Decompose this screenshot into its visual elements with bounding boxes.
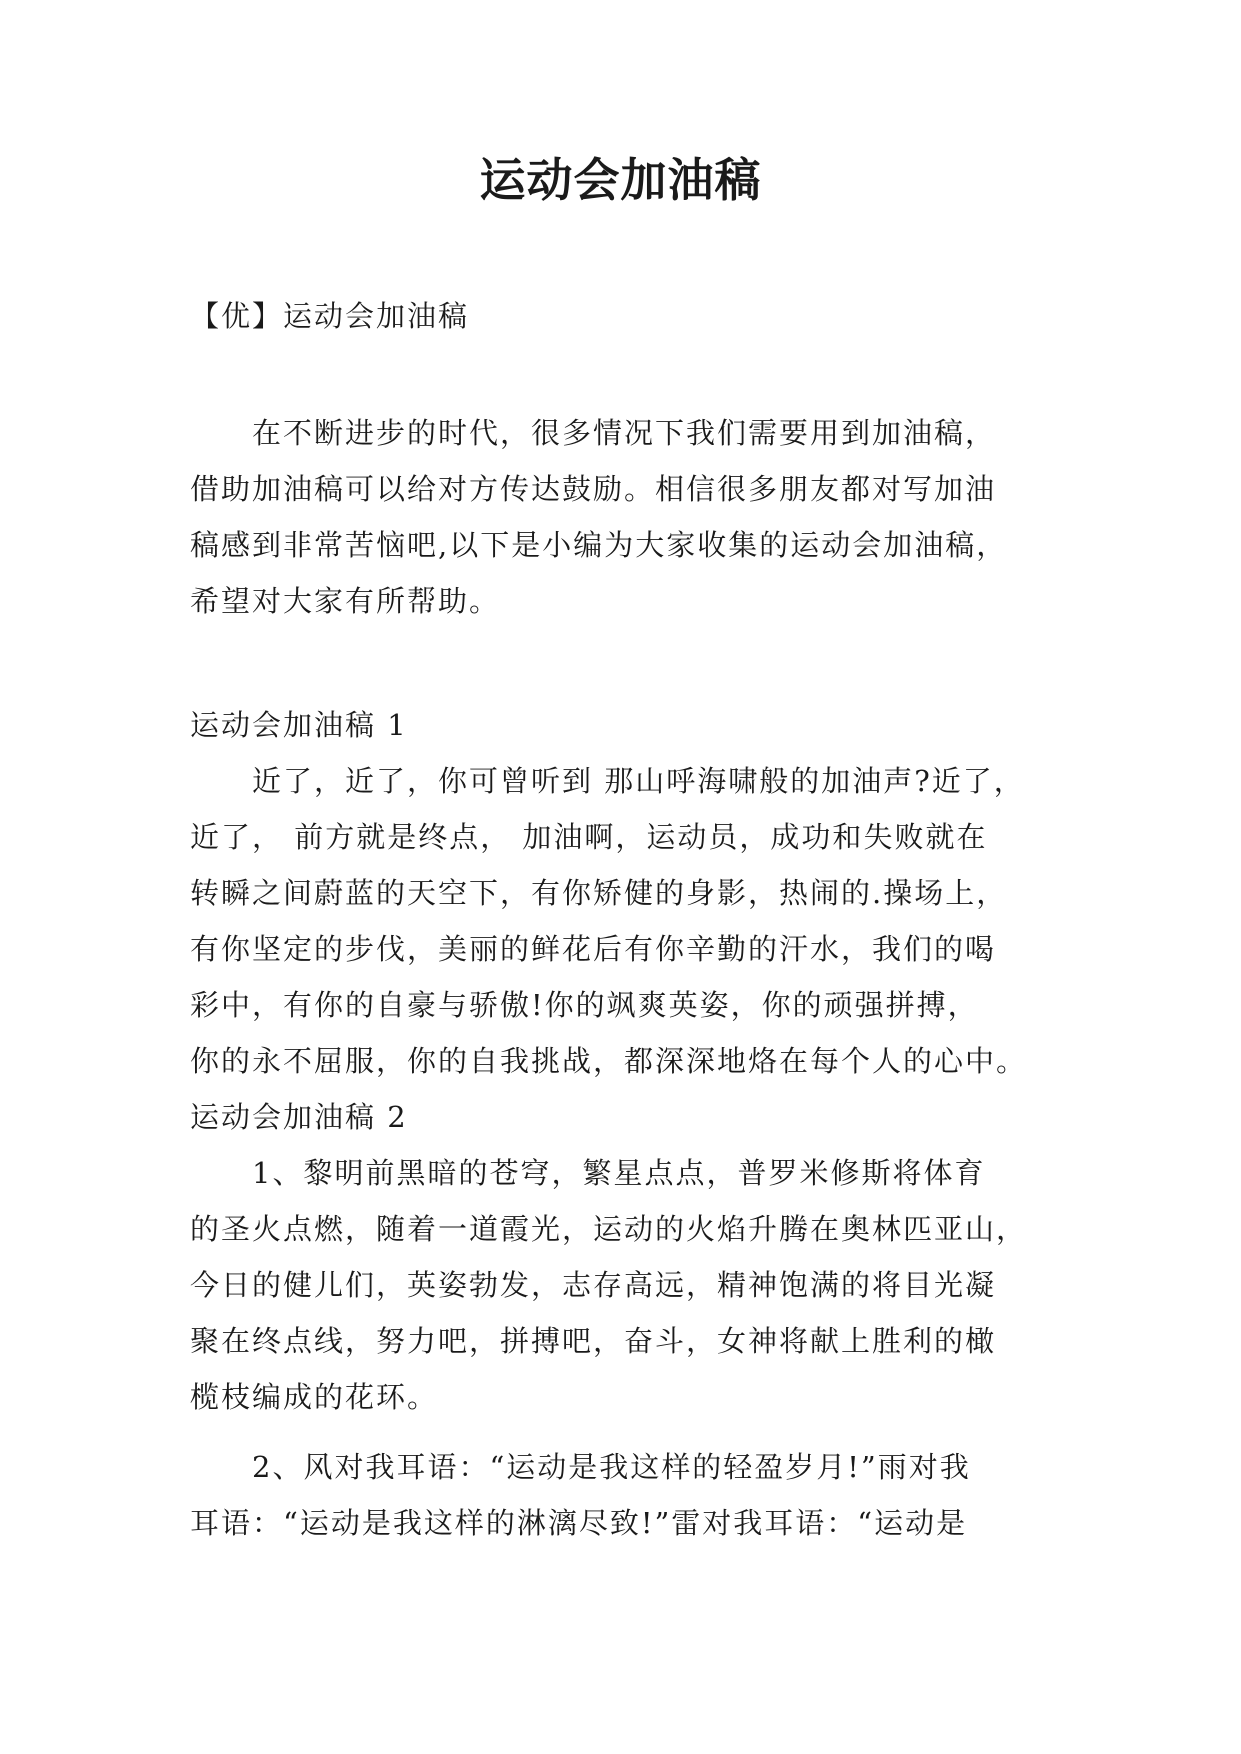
- intro-line: 借助加油稿可以给对方传达鼓励。相信很多朋友都对写加油: [190, 472, 997, 506]
- section-2-para-1-line: 今日的健儿们，英姿勃发，志存高远，精神饱满的将目光凝: [190, 1268, 997, 1302]
- section-2-para-1-line: 1、黎明前黑暗的苍穹，繁星点点，普罗米修斯将体育: [190, 1156, 986, 1190]
- intro-line: 希望对大家有所帮助。: [190, 584, 501, 618]
- subtitle-line: 【优】运动会加油稿: [190, 299, 470, 333]
- section-1-line: 近了， 前方就是终点， 加油啊，运动员，成功和失败就在: [190, 820, 988, 854]
- section-2-para-1-line: 榄枝编成的花环。: [190, 1380, 439, 1414]
- section-2-para-2-line: 2、风对我耳语：“运动是我这样的轻盈岁月!”雨对我: [190, 1450, 971, 1484]
- section-1-line: 彩中，有你的自豪与骄傲!你的飒爽英姿，你的顽强拼搏，: [190, 988, 979, 1022]
- section-2-para-2-line: 耳语：“运动是我这样的淋漓尽致!”雷对我耳语：“运动是: [190, 1506, 968, 1540]
- section-1-line: 你的永不屈服，你的自我挑战，都深深地烙在每个人的心中。: [190, 1044, 1028, 1078]
- section-1-heading: 运动会加油稿 1: [190, 708, 408, 742]
- section-2-heading: 运动会加油稿 2: [190, 1100, 408, 1134]
- section-1: [190, 697, 1062, 1551]
- section-1-line: 近了，近了，你可曾听到 那山呼海啸般的加油声?近了，: [190, 764, 1025, 798]
- document-title: 运动会加油稿: [479, 153, 762, 207]
- paragraph-gap: [190, 1425, 1062, 1439]
- section-1-line: 转瞬之间蔚蓝的天空下，有你矫健的身影，热闹的.操场上，: [190, 876, 1008, 910]
- intro-line: 在不断进步的时代，很多情况下我们需要用到加油稿，: [190, 416, 997, 450]
- document-subtitle: [190, 288, 1062, 344]
- intro-paragraph: [190, 405, 1062, 629]
- section-1-line: 有你坚定的步伐，美丽的鲜花后有你辛勤的汗水，我们的喝: [190, 932, 997, 966]
- intro-line: 稿感到非常苦恼吧,以下是小编为大家收集的运动会加油稿，: [190, 528, 1008, 562]
- section-2-para-1-line: 的圣火点燃，随着一道霞光，运动的火焰升腾在奥林匹亚山，: [190, 1212, 1028, 1246]
- section-2-para-1-line: 聚在终点线，努力吧，拼搏吧，奋斗，女神将献上胜利的橄: [190, 1324, 997, 1358]
